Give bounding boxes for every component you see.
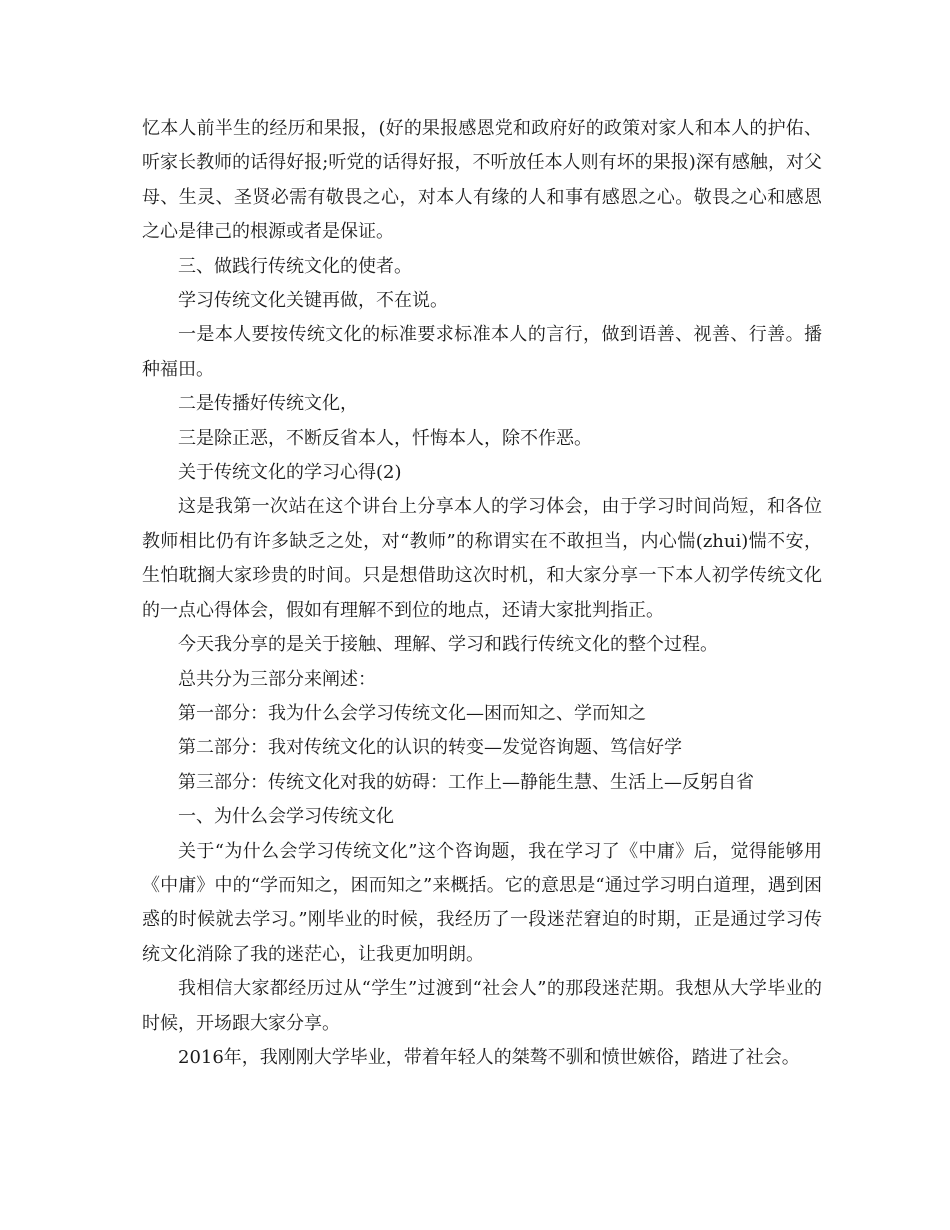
paragraph-17: 2016年，我刚刚大学毕业，带着年轻人的桀骜不驯和愤世嫉俗，踏进了社会。 xyxy=(178,1046,800,1068)
paragraph-16: 我相信大家都经历过从“学生”过渡到“社会人”的那段迷茫期。我想从大学毕业的时候，开场跟大家分享。 xyxy=(142,978,822,1034)
paragraph-9: 今天我分享的是关于接触、理解、学习和践行传统文化的整个过程。 xyxy=(178,634,718,656)
paragraph-8: 这是我第一次站在这个讲台上分享本人的学习体会，由于学习时间尚短，和各位教师相比仍有许多缺乏之处，对“教师”的称谓实在不敢担当，内心惴(zhui)惴不安，生怕耽搁大家珍贵的时间。只是想借助这次时机，和大家分享一下本人初学传统文化的一点心得体会，假如有理解不到位的地点，还请大家批判指正。 xyxy=(142,496,822,621)
paragraph-10: 总共分为三部分来阐述： xyxy=(178,668,376,690)
paragraph-3: 学习传统文化关键再做，不在说。 xyxy=(178,290,448,312)
paragraph-15: 关于“为什么会学习传统文化”这个咨询题，我在学习了《中庸》后，觉得能够用《中庸》中的“学而知之，困而知之”来概括。它的意思是“通过学习明白道理，遇到困惑的时候就去学习。”刚毕业的时候，我经历了一段迷茫窘迫的时期，正是通过学习传统文化消除了我的迷茫心，让我更加明朗。 xyxy=(142,840,822,965)
outline-part-3: 第三部分：传统文化对我的妨碍：工作上—静能生慧、生活上—反躬自省 xyxy=(178,771,754,793)
outline-part-2: 第二部分：我对传统文化的认识的转变—发觉咨询题、笃信好学 xyxy=(178,737,682,759)
paragraph-4: 一是本人要按传统文化的标准要求标准本人的言行，做到语善、视善、行善。播种福田。 xyxy=(142,324,822,380)
section-heading-learning-notes-2: 关于传统文化的学习心得(2) xyxy=(178,462,402,484)
document-body xyxy=(142,112,822,1075)
paragraph-5: 二是传播好传统文化， xyxy=(178,393,358,415)
paragraph-6: 三是除正恶，不断反省本人，忏悔本人，除不作恶。 xyxy=(178,427,592,449)
section-heading-why-learn: 一、为什么会学习传统文化 xyxy=(178,806,394,828)
paragraph-1: 忆本人前半生的经历和果报，(好的果报感恩党和政府好的政策对家人和本人的护佑、听家长教师的话得好报;听党的话得好报，不听放任本人则有坏的果报)深有感触，对父母、生灵、圣贤必需有敬畏之心，对本人有缘的人和事有感恩之心。敬畏之心和感恩之心是律己的根源或者是保证。 xyxy=(142,118,822,243)
paragraph-2: 三、做践行传统文化的使者。 xyxy=(178,255,412,277)
outline-part-1: 第一部分：我为什么会学习传统文化—困而知之、学而知之 xyxy=(178,702,646,724)
